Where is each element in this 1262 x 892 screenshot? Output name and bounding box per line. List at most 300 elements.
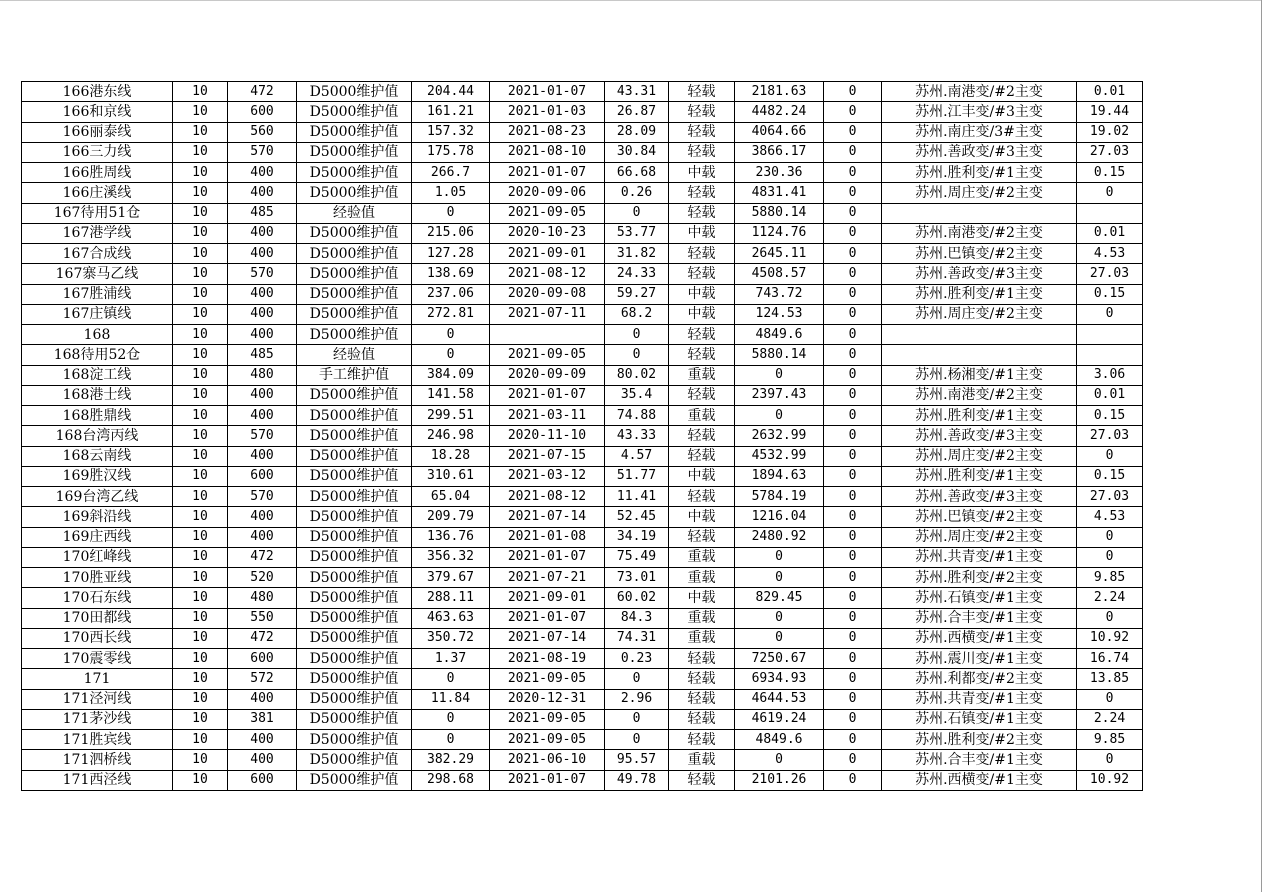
cell-remaining-capacity: 4508.57 [735,264,824,284]
cell-transformer-margin: 19.02 [1077,122,1143,142]
table-row [22,406,1143,426]
cell-line-name: 167待用51仓 [22,203,173,223]
cell-line-name: 171西泾线 [22,770,173,790]
cell-remaining-capacity: 4849.6 [735,325,824,345]
cell-load-status: 中载 [669,588,735,608]
table-row [22,345,1143,365]
cell-remaining-capacity: 7250.67 [735,649,824,669]
cell-count: 0 [824,183,882,203]
cell-remaining-capacity: 0 [735,628,824,648]
cell-load-status: 重载 [669,608,735,628]
cell-value-source: D5000维护值 [297,730,412,750]
cell-count: 0 [824,304,882,324]
cell-voltage: 10 [173,264,228,284]
cell-voltage: 10 [173,527,228,547]
cell-date: 2021-09-05 [490,345,605,365]
cell-date: 2020-10-23 [490,223,605,243]
cell-line-name: 171 [22,669,173,689]
cell-voltage: 10 [173,426,228,446]
table-row [22,709,1143,729]
cell-current: 138.69 [412,264,490,284]
cell-rated-current: 472 [228,628,297,648]
cell-date: 2021-01-07 [490,547,605,567]
cell-date: 2021-09-01 [490,588,605,608]
cell-voltage: 10 [173,730,228,750]
cell-current: 1.05 [412,183,490,203]
cell-value-source: 经验值 [297,345,412,365]
cell-load-status: 中载 [669,304,735,324]
cell-voltage: 10 [173,649,228,669]
cell-date: 2021-07-21 [490,568,605,588]
cell-transformer-margin: 0.01 [1077,385,1143,405]
table-row [22,163,1143,183]
page-top-edge [0,0,1262,1]
cell-transformer [882,325,1077,345]
cell-load-rate: 0 [605,669,669,689]
cell-load-rate: 80.02 [605,365,669,385]
cell-current: 298.68 [412,770,490,790]
cell-value-source: D5000维护值 [297,223,412,243]
cell-current: 356.32 [412,547,490,567]
cell-load-rate: 53.77 [605,223,669,243]
cell-value-source: D5000维护值 [297,82,412,102]
cell-line-name: 166丽泰线 [22,122,173,142]
cell-date: 2021-08-12 [490,264,605,284]
cell-rated-current: 400 [228,244,297,264]
table-row [22,547,1143,567]
cell-load-status: 轻载 [669,82,735,102]
cell-line-name: 169斜沿线 [22,507,173,527]
cell-transformer-margin: 0 [1077,527,1143,547]
cell-transformer-margin: 0.15 [1077,406,1143,426]
cell-transformer-margin: 0.15 [1077,163,1143,183]
cell-current: 18.28 [412,446,490,466]
cell-load-rate: 0 [605,730,669,750]
table-row [22,82,1143,102]
cell-load-rate: 4.57 [605,446,669,466]
cell-voltage: 10 [173,325,228,345]
cell-load-rate: 59.27 [605,284,669,304]
table-row [22,122,1143,142]
cell-date: 2020-11-10 [490,426,605,446]
cell-voltage: 10 [173,142,228,162]
cell-remaining-capacity: 4532.99 [735,446,824,466]
cell-value-source: D5000维护值 [297,466,412,486]
cell-current: 157.32 [412,122,490,142]
cell-value-source: D5000维护值 [297,588,412,608]
cell-load-rate: 84.3 [605,608,669,628]
cell-transformer-margin: 0 [1077,547,1143,567]
cell-remaining-capacity: 4619.24 [735,709,824,729]
cell-voltage: 10 [173,507,228,527]
cell-load-status: 轻载 [669,770,735,790]
cell-transformer: 苏州.共青变/#1主变 [882,689,1077,709]
cell-count: 0 [824,345,882,365]
cell-transformer: 苏州.震川变/#1主变 [882,649,1077,669]
cell-current: 11.84 [412,689,490,709]
cell-transformer: 苏州.善政变/#3主变 [882,264,1077,284]
cell-count: 0 [824,568,882,588]
cell-line-name: 167港学线 [22,223,173,243]
table-row [22,466,1143,486]
cell-remaining-capacity: 0 [735,547,824,567]
cell-load-status: 轻载 [669,142,735,162]
cell-transformer-margin: 27.03 [1077,426,1143,446]
cell-rated-current: 400 [228,304,297,324]
cell-transformer: 苏州.善政变/#3主变 [882,487,1077,507]
cell-remaining-capacity: 5784.19 [735,487,824,507]
cell-rated-current: 400 [228,750,297,770]
cell-voltage: 10 [173,689,228,709]
cell-current: 299.51 [412,406,490,426]
cell-line-name: 167合成线 [22,244,173,264]
cell-transformer-margin: 9.85 [1077,730,1143,750]
cell-transformer-margin [1077,325,1143,345]
cell-load-status: 轻载 [669,102,735,122]
cell-count: 0 [824,730,882,750]
cell-line-name: 166港东线 [22,82,173,102]
cell-load-status: 轻载 [669,527,735,547]
cell-transformer-margin: 0 [1077,608,1143,628]
cell-load-status: 轻载 [669,669,735,689]
cell-count: 0 [824,264,882,284]
cell-load-rate: 74.31 [605,628,669,648]
cell-transformer: 苏州.南港变/#2主变 [882,82,1077,102]
cell-line-name: 171胜宾线 [22,730,173,750]
cell-current: 65.04 [412,487,490,507]
cell-rated-current: 400 [228,223,297,243]
table-row [22,669,1143,689]
cell-transformer: 苏州.西横变/#1主变 [882,770,1077,790]
cell-load-rate: 51.77 [605,466,669,486]
cell-line-name: 170震零线 [22,649,173,669]
table-row [22,365,1143,385]
cell-transformer-margin: 2.24 [1077,709,1143,729]
cell-transformer: 苏州.胜利变/#1主变 [882,163,1077,183]
cell-value-source: D5000维护值 [297,284,412,304]
cell-current: 0 [412,325,490,345]
cell-value-source: D5000维护值 [297,122,412,142]
table-row [22,223,1143,243]
cell-rated-current: 400 [228,163,297,183]
cell-load-rate: 35.4 [605,385,669,405]
cell-transformer: 苏州.胜利变/#1主变 [882,284,1077,304]
cell-remaining-capacity: 0 [735,750,824,770]
table-row [22,385,1143,405]
cell-count: 0 [824,325,882,345]
cell-current: 215.06 [412,223,490,243]
cell-load-rate: 0 [605,203,669,223]
cell-date: 2021-01-07 [490,82,605,102]
cell-rated-current: 485 [228,203,297,223]
cell-remaining-capacity: 2645.11 [735,244,824,264]
cell-load-status: 轻载 [669,446,735,466]
cell-count: 0 [824,507,882,527]
cell-transformer: 苏州.西横变/#1主变 [882,628,1077,648]
cell-load-status: 轻载 [669,244,735,264]
feeder-load-table [21,81,1143,791]
cell-date: 2021-03-12 [490,466,605,486]
cell-load-rate: 52.45 [605,507,669,527]
cell-line-name: 168台湾丙线 [22,426,173,446]
cell-value-source: D5000维护值 [297,163,412,183]
cell-transformer: 苏州.胜利变/#2主变 [882,730,1077,750]
cell-count: 0 [824,102,882,122]
cell-rated-current: 400 [228,507,297,527]
cell-rated-current: 400 [228,730,297,750]
cell-count: 0 [824,446,882,466]
cell-load-rate: 26.87 [605,102,669,122]
cell-remaining-capacity: 0 [735,608,824,628]
table-row [22,527,1143,547]
cell-transformer: 苏州.合丰变/#1主变 [882,750,1077,770]
cell-load-rate: 73.01 [605,568,669,588]
cell-transformer: 苏州.南庄变/3#主变 [882,122,1077,142]
cell-load-status: 轻载 [669,730,735,750]
cell-rated-current: 400 [228,446,297,466]
cell-transformer-margin: 0 [1077,750,1143,770]
cell-line-name: 168 [22,325,173,345]
cell-voltage: 10 [173,547,228,567]
cell-voltage: 10 [173,406,228,426]
cell-value-source: D5000维护值 [297,304,412,324]
cell-line-name: 169胜汉线 [22,466,173,486]
cell-remaining-capacity: 2632.99 [735,426,824,446]
cell-voltage: 10 [173,588,228,608]
cell-voltage: 10 [173,203,228,223]
cell-current: 384.09 [412,365,490,385]
cell-transformer: 苏州.周庄变/#2主变 [882,183,1077,203]
cell-load-rate: 24.33 [605,264,669,284]
cell-count: 0 [824,487,882,507]
cell-line-name: 168胜鼎线 [22,406,173,426]
cell-remaining-capacity: 0 [735,406,824,426]
table-row [22,588,1143,608]
cell-count: 0 [824,163,882,183]
cell-load-status: 轻载 [669,325,735,345]
cell-value-source: 手工维护值 [297,365,412,385]
cell-line-name: 168待用52仓 [22,345,173,365]
cell-transformer-margin [1077,345,1143,365]
cell-rated-current: 480 [228,365,297,385]
cell-count: 0 [824,750,882,770]
cell-transformer: 苏州.巴镇变/#2主变 [882,507,1077,527]
cell-date: 2021-01-08 [490,527,605,547]
cell-transformer-margin: 4.53 [1077,507,1143,527]
cell-transformer: 苏州.利都变/#2主变 [882,669,1077,689]
cell-transformer-margin: 4.53 [1077,244,1143,264]
cell-transformer-margin: 3.06 [1077,365,1143,385]
table-row [22,446,1143,466]
cell-transformer-margin: 9.85 [1077,568,1143,588]
cell-value-source: D5000维护值 [297,669,412,689]
cell-current: 0 [412,730,490,750]
cell-count: 0 [824,709,882,729]
cell-date: 2021-09-05 [490,203,605,223]
cell-transformer-margin: 13.85 [1077,669,1143,689]
cell-date: 2020-09-06 [490,183,605,203]
cell-count: 0 [824,82,882,102]
cell-date: 2021-08-19 [490,649,605,669]
cell-line-name: 167寨马乙线 [22,264,173,284]
cell-rated-current: 570 [228,426,297,446]
cell-transformer: 苏州.石镇变/#1主变 [882,709,1077,729]
cell-value-source: 经验值 [297,203,412,223]
cell-transformer-margin: 19.44 [1077,102,1143,122]
cell-current: 272.81 [412,304,490,324]
cell-transformer [882,345,1077,365]
cell-value-source: D5000维护值 [297,750,412,770]
cell-line-name: 168云南线 [22,446,173,466]
cell-load-status: 轻载 [669,487,735,507]
cell-line-name: 168淀工线 [22,365,173,385]
cell-count: 0 [824,122,882,142]
cell-line-name: 166和京线 [22,102,173,122]
table-row [22,183,1143,203]
cell-voltage: 10 [173,365,228,385]
cell-remaining-capacity: 124.53 [735,304,824,324]
cell-value-source: D5000维护值 [297,608,412,628]
cell-transformer: 苏州.善政变/#3主变 [882,142,1077,162]
cell-transformer-margin [1077,203,1143,223]
cell-value-source: D5000维护值 [297,406,412,426]
cell-date: 2021-08-10 [490,142,605,162]
cell-transformer: 苏州.共青变/#1主变 [882,547,1077,567]
cell-load-rate: 2.96 [605,689,669,709]
cell-load-status: 轻载 [669,203,735,223]
cell-count: 0 [824,628,882,648]
cell-load-rate: 75.49 [605,547,669,567]
cell-value-source: D5000维护值 [297,527,412,547]
cell-voltage: 10 [173,446,228,466]
cell-count: 0 [824,142,882,162]
cell-voltage: 10 [173,244,228,264]
cell-value-source: D5000维护值 [297,628,412,648]
cell-transformer-margin: 27.03 [1077,487,1143,507]
table-row [22,628,1143,648]
cell-transformer: 苏州.南港变/#2主变 [882,223,1077,243]
cell-voltage: 10 [173,568,228,588]
cell-current: 175.78 [412,142,490,162]
cell-rated-current: 480 [228,588,297,608]
cell-current: 1.37 [412,649,490,669]
cell-rated-current: 381 [228,709,297,729]
cell-rated-current: 400 [228,284,297,304]
cell-remaining-capacity: 0 [735,568,824,588]
cell-value-source: D5000维护值 [297,385,412,405]
cell-transformer-margin: 0 [1077,304,1143,324]
cell-remaining-capacity: 2480.92 [735,527,824,547]
cell-rated-current: 572 [228,669,297,689]
cell-rated-current: 485 [228,345,297,365]
cell-line-name: 169庄西线 [22,527,173,547]
cell-rated-current: 400 [228,527,297,547]
cell-count: 0 [824,426,882,446]
cell-load-status: 轻载 [669,345,735,365]
cell-count: 0 [824,649,882,669]
cell-load-status: 轻载 [669,649,735,669]
cell-transformer-margin: 0 [1077,446,1143,466]
cell-count: 0 [824,385,882,405]
cell-value-source: D5000维护值 [297,426,412,446]
cell-line-name: 166三力线 [22,142,173,162]
cell-load-rate: 30.84 [605,142,669,162]
cell-line-name: 171泾河线 [22,689,173,709]
cell-remaining-capacity: 743.72 [735,284,824,304]
cell-current: 0 [412,345,490,365]
cell-rated-current: 400 [228,183,297,203]
cell-load-rate: 43.33 [605,426,669,446]
cell-load-rate: 31.82 [605,244,669,264]
cell-transformer: 苏州.善政变/#3主变 [882,426,1077,446]
cell-current: 141.58 [412,385,490,405]
table-row [22,264,1143,284]
table-row [22,325,1143,345]
table-row [22,487,1143,507]
cell-date: 2021-01-03 [490,102,605,122]
cell-voltage: 10 [173,284,228,304]
cell-load-rate: 0 [605,345,669,365]
cell-date: 2020-12-31 [490,689,605,709]
cell-load-rate: 0.26 [605,183,669,203]
cell-date: 2021-09-05 [490,669,605,689]
cell-voltage: 10 [173,82,228,102]
cell-load-status: 中载 [669,163,735,183]
cell-current: 204.44 [412,82,490,102]
cell-transformer [882,203,1077,223]
cell-load-status: 中载 [669,466,735,486]
cell-line-name: 170红峰线 [22,547,173,567]
cell-value-source: D5000维护值 [297,568,412,588]
cell-transformer-margin: 27.03 [1077,142,1143,162]
cell-transformer: 苏州.南港变/#2主变 [882,385,1077,405]
cell-load-status: 重载 [669,628,735,648]
table-row [22,304,1143,324]
table-row [22,507,1143,527]
cell-date: 2021-07-11 [490,304,605,324]
cell-line-name: 168港士线 [22,385,173,405]
cell-voltage: 10 [173,102,228,122]
cell-load-rate: 66.68 [605,163,669,183]
cell-load-status: 轻载 [669,264,735,284]
cell-transformer: 苏州.胜利变/#2主变 [882,568,1077,588]
cell-rated-current: 472 [228,547,297,567]
table-row [22,730,1143,750]
cell-count: 0 [824,223,882,243]
cell-value-source: D5000维护值 [297,709,412,729]
cell-count: 0 [824,689,882,709]
cell-current: 246.98 [412,426,490,446]
cell-date: 2021-03-11 [490,406,605,426]
cell-current: 379.67 [412,568,490,588]
cell-voltage: 10 [173,709,228,729]
cell-remaining-capacity: 829.45 [735,588,824,608]
cell-transformer-margin: 0.15 [1077,284,1143,304]
cell-rated-current: 400 [228,689,297,709]
cell-transformer: 苏州.周庄变/#2主变 [882,446,1077,466]
cell-rated-current: 400 [228,385,297,405]
cell-current: 237.06 [412,284,490,304]
cell-transformer: 苏州.合丰变/#1主变 [882,608,1077,628]
cell-voltage: 10 [173,466,228,486]
table-row [22,770,1143,790]
cell-rated-current: 570 [228,487,297,507]
cell-load-status: 中载 [669,284,735,304]
cell-value-source: D5000维护值 [297,183,412,203]
table-row [22,750,1143,770]
cell-remaining-capacity: 1216.04 [735,507,824,527]
cell-load-rate: 28.09 [605,122,669,142]
